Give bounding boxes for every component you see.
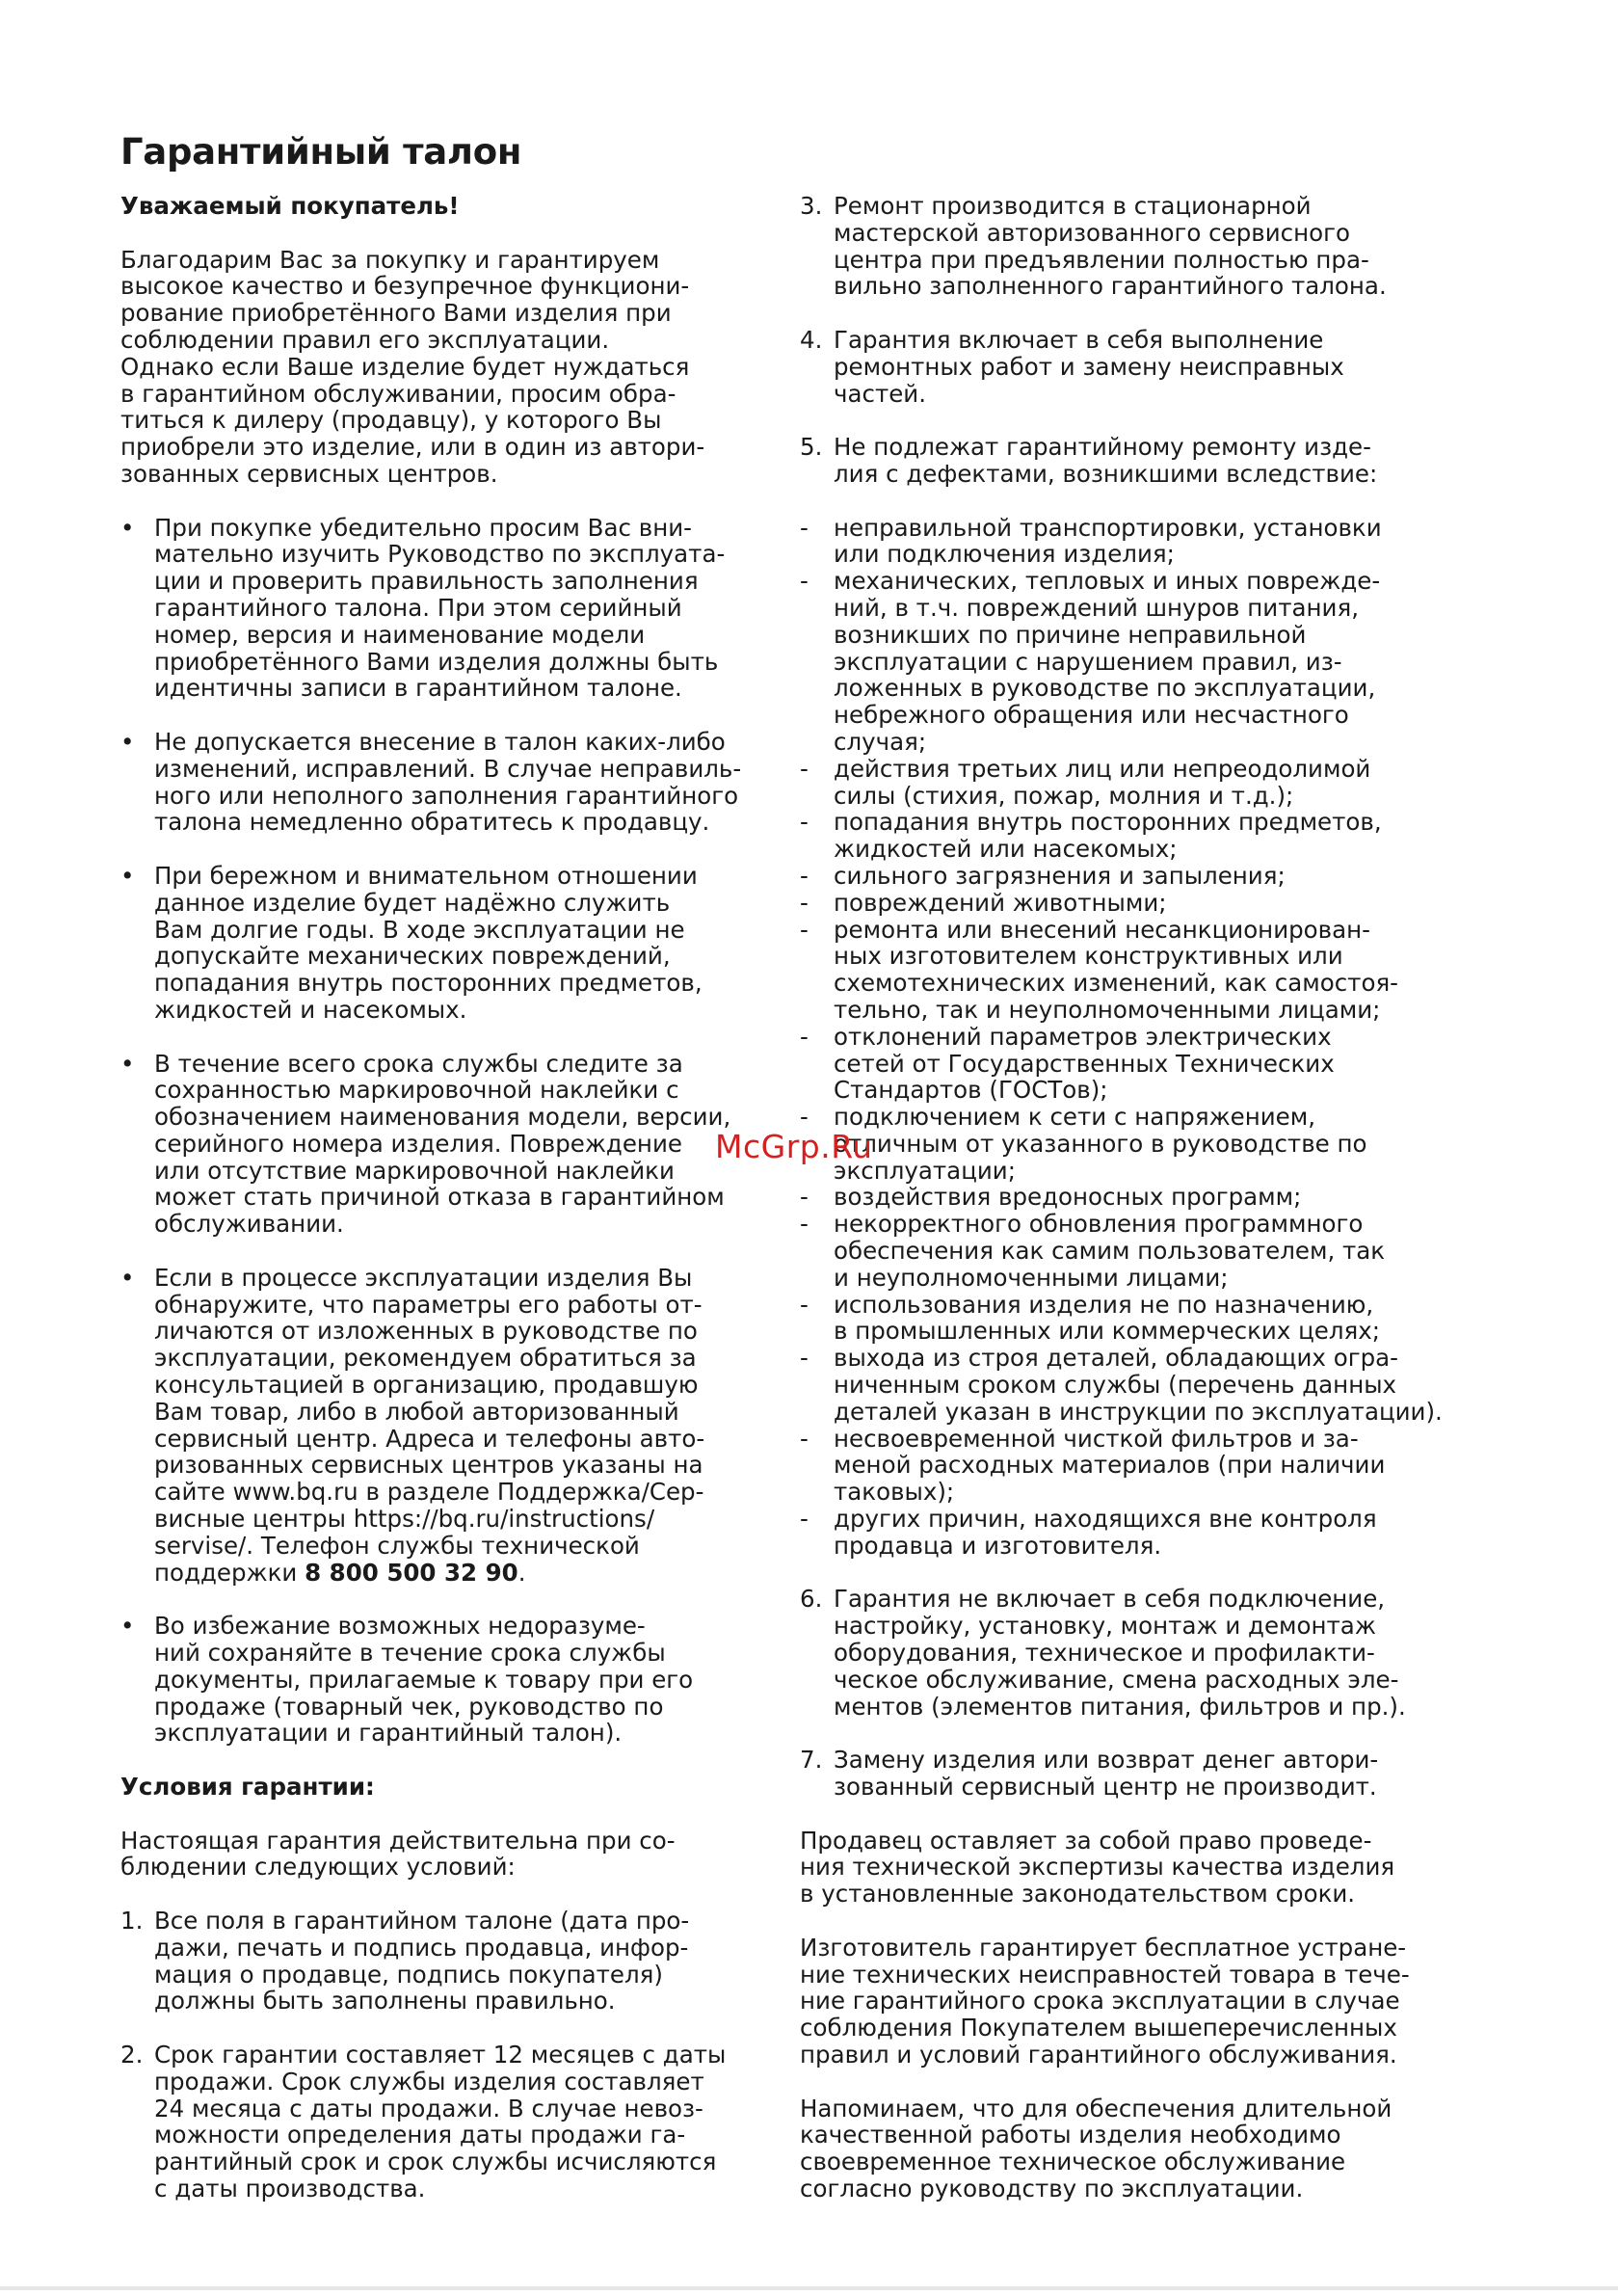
bullet-marker: •	[120, 1612, 135, 1641]
item-number: 4.	[800, 325, 823, 354]
dash-text: несвоевременной чисткой фильтров и за- меной расходных материалов (при наличии таковых);	[834, 1424, 1386, 1507]
dash-marker: -	[800, 1344, 809, 1373]
numbered-item	[120, 2042, 776, 2203]
bottom-rule	[0, 2286, 1618, 2290]
dash-item	[800, 1104, 1465, 1184]
dash-text: неправильной транспортировки, установки или подключения изделия;	[834, 513, 1382, 569]
bullet-text: Не допускается внесение в талон каких-либо изменений, исправлений. В случае неправиль- ного или неполного заполнения гарантийного талона немедленно обратитесь к продавцу.	[154, 727, 742, 837]
dash-marker: -	[800, 1022, 809, 1051]
dash-marker: -	[800, 1183, 809, 1212]
bullet-text: Во избежание возможных недоразуме- ний сохраняйте в течение срока службы документы, прилагаемые к товару при его продаже (товарный чек, руководство по эксплуатации и гарантийный талон).	[154, 1612, 694, 1748]
bullet-item	[120, 1613, 776, 1747]
conditions-intro: Настоящая гарантия действительна при со- блюдении следующих условий:	[120, 1826, 676, 1882]
bullet-item	[120, 1051, 776, 1239]
bullet-item	[120, 1265, 776, 1587]
dash-text: действия третьих лиц или непреодолимой силы (стихия, пожар, молния и т.д.);	[834, 754, 1371, 810]
dash-item	[800, 1184, 1465, 1211]
bullet-marker: •	[120, 513, 135, 542]
item-number: 6.	[800, 1585, 823, 1614]
bullet-marker: •	[120, 1263, 135, 1292]
item-text: Гарантия не включает в себя подключение, настройку, установку, монтаж и демонтаж оборудования, техническое и профилакти- ческое обслуживание, смена расходных эле- ментов (элементов питания, фильтров и пр.).	[834, 1585, 1406, 1721]
item-text: Все поля в гарантийном талоне (дата про- дажи, печать и подпись продавца, инфор- мация о продавце, подпись покупателя) должны быть заполнены правильно.	[154, 1907, 690, 2016]
dash-marker: -	[800, 1505, 809, 1534]
bullet-text: При покупке убедительно просим Вас вни- мательно изучить Руководство по эксплуата- ции и проверить правильность заполнения гарантийного талона. При этом серийный номер, версия и наименование модели приобретённого Вами изделия должны быть идентичны записи в гарантийном талоне.	[154, 513, 726, 703]
dash-text: повреждений животными;	[834, 888, 1167, 917]
dash-marker: -	[800, 513, 809, 542]
numbered-item	[800, 193, 1465, 300]
dash-marker: -	[800, 915, 809, 944]
item-number: 2.	[120, 2040, 144, 2069]
dash-text: ремонта или внесений несанкционирован- ных изготовителем конструктивных или схемотехнических изменений, как самостоя- тельно, так и неуполномоченными лицами;	[834, 915, 1399, 1024]
dash-item	[800, 917, 1465, 1024]
bullet-text: Если в процессе эксплуатации изделия Вы обнаружите, что параметры его работы от- личаются от изложенных в руководстве по эксплуатации, рекомендуем обратиться за консультацией в организацию, продавшую Вам товар, либо в любой авторизованный сервисный центр. Адреса и телефоны авто- ризованных сервисных центров указаны на сайте www.bq.ru в разделе Поддержка/Сер- висные центры https://bq.ru/instructions/ servise/. Телефон службы технической поддержки	[154, 1263, 705, 1587]
dash-marker: -	[800, 1210, 809, 1239]
page-title: Гарантийный талон	[120, 131, 522, 173]
seller-rights-paragraph: Продавец оставляет за собой право проведе- ния технической экспертизы качества изделия в установленные законодательством сроки.	[800, 1826, 1395, 1909]
greeting: Уважаемый покупатель!	[120, 192, 460, 220]
dash-marker: -	[800, 808, 809, 837]
bullet-text: В течение всего срока службы следите за сохранностью маркировочной наклейки с обозначением наименования модели, версии, серийного номера изделия. Повреждение или отсутствие маркировочной наклейки может стать причиной отказа в гарантийном обслуживании.	[154, 1049, 731, 1239]
dash-item	[800, 1292, 1465, 1346]
item-text: Ремонт производится в стационарной мастерской авторизованного сервисного центра при предъявлении полностью пра- вильно заполненного гарантийного талона.	[834, 192, 1387, 301]
bullet-item	[120, 729, 776, 836]
dash-item	[800, 1506, 1465, 1560]
item-number: 7.	[800, 1746, 823, 1775]
bullet-text-end: .	[517, 1558, 526, 1587]
conditions-heading: Условия гарантии:	[120, 1773, 375, 1802]
dash-text: сильного загрязнения и запыления;	[834, 861, 1286, 890]
dash-item	[800, 1345, 1465, 1425]
item-text: Не подлежат гарантийному ремонту изде- лия с дефектами, возникшими вследствие:	[834, 433, 1378, 488]
item-number: 1.	[120, 1907, 144, 1935]
bullet-text: При бережном и внимательном отношении данное изделие будет надёжно служить Вам долгие годы. В ходе эксплуатации не допускайте механических повреждений, попадания внутрь посторонних предметов, жидкостей и насекомых.	[154, 861, 703, 1024]
dash-marker: -	[800, 1290, 809, 1319]
intro-paragraph: Благодарим Вас за покупку и гарантируем высокое качество и безупречное функциони- рование приобретённого Вами изделия при соблюдении правил его эксплуатации. Однако если Ваше изделие будет нуждаться в гарантийном обслуживании, просим обра- титься к дилеру (продавцу), у которого Вы приобрели это изделие, или в один из автори- зованных сервисных центров.	[120, 245, 705, 488]
bullet-marker: •	[120, 727, 135, 756]
dash-item	[800, 1211, 1465, 1291]
numbered-item	[800, 434, 1465, 488]
dash-text: подключением к сети с напряжением, отличным от указанного в руководстве по эксплуатации;	[834, 1103, 1367, 1185]
dash-text: использования изделия не по назначению, в промышленных или коммерческих целях;	[834, 1290, 1381, 1346]
numbered-item	[800, 1747, 1465, 1801]
bullet-marker: •	[120, 1049, 135, 1078]
dash-marker: -	[800, 567, 809, 596]
left-column	[120, 193, 776, 2229]
dash-item	[800, 809, 1465, 863]
dash-item	[800, 863, 1465, 890]
item-text: Гарантия включает в себя выполнение ремонтных работ и замену неисправных частей.	[834, 325, 1344, 408]
dash-marker: -	[800, 1424, 809, 1453]
numbered-item	[800, 1586, 1465, 1720]
manufacturer-guarantee-paragraph: Изготовитель гарантирует бесплатное устране- ние технических неисправностей товара в тече- ние гарантийного срока эксплуатации в случае соблюдения Покупателем вышеперечисленных правил и условий гарантийного обслуживания.	[800, 1933, 1410, 2069]
dash-text: механических, тепловых и иных поврежде- ний, в т.ч. повреждений шнуров питания, возникших по причине неправильной эксплуатации с нарушением правил, из- ложенных в руководстве по эксплуатации, небрежного обращения или несчастного случая;	[834, 567, 1381, 756]
reminder-paragraph: Напоминаем, что для обеспечения длительной качественной работы изделия необходимо своевременное техническое обслуживание согласно руководству по эксплуатации.	[800, 2094, 1393, 2203]
dash-item	[800, 515, 1465, 569]
bullet-item	[120, 515, 776, 703]
support-phone: 8 800 500 32 90	[305, 1558, 518, 1587]
dash-item	[800, 1024, 1465, 1104]
item-text: Срок гарантии составляет 12 месяцев с даты продажи. Срок службы изделия составляет 24 месяца с даты продажи. В случае невоз- можности определения даты продажи га- рантийный срок и срок службы исчисляются с даты производства.	[154, 2040, 727, 2203]
dash-item	[800, 756, 1465, 810]
bullet-item	[120, 863, 776, 1024]
item-number: 3.	[800, 192, 823, 220]
dash-marker: -	[800, 754, 809, 783]
dash-marker: -	[800, 861, 809, 890]
dash-text: отклонений параметров электрических сетей от Государственных Технических Стандартов (ГОСТов);	[834, 1022, 1335, 1105]
dash-text: воздействия вредоносных программ;	[834, 1183, 1302, 1212]
dash-item	[800, 1426, 1465, 1506]
dash-text: некорректного обновления программного обеспечения как самим пользователем, так и неуполномоченными лицами;	[834, 1210, 1386, 1292]
dash-marker: -	[800, 888, 809, 917]
dash-item	[800, 568, 1465, 756]
dash-text: выхода из строя деталей, обладающих огра- ниченным сроком службы (перечень данных деталей указан в инструкции по эксплуатации).	[834, 1344, 1443, 1426]
dash-text: других причин, находящихся вне контроля продавца и изготовителя.	[834, 1505, 1377, 1560]
numbered-item	[120, 1908, 776, 2015]
dash-text: попадания внутрь посторонних предметов, жидкостей или насекомых;	[834, 808, 1382, 864]
dash-item	[800, 890, 1465, 917]
item-number: 5.	[800, 433, 823, 462]
dash-marker: -	[800, 1103, 809, 1132]
right-column	[800, 193, 1465, 2229]
item-text: Замену изделия или возврат денег автори- зованный сервисный центр не производит.	[834, 1746, 1379, 1802]
bullet-marker: •	[120, 861, 135, 890]
watermark: McGrp.Ru	[715, 1128, 873, 1165]
numbered-item	[800, 327, 1465, 407]
